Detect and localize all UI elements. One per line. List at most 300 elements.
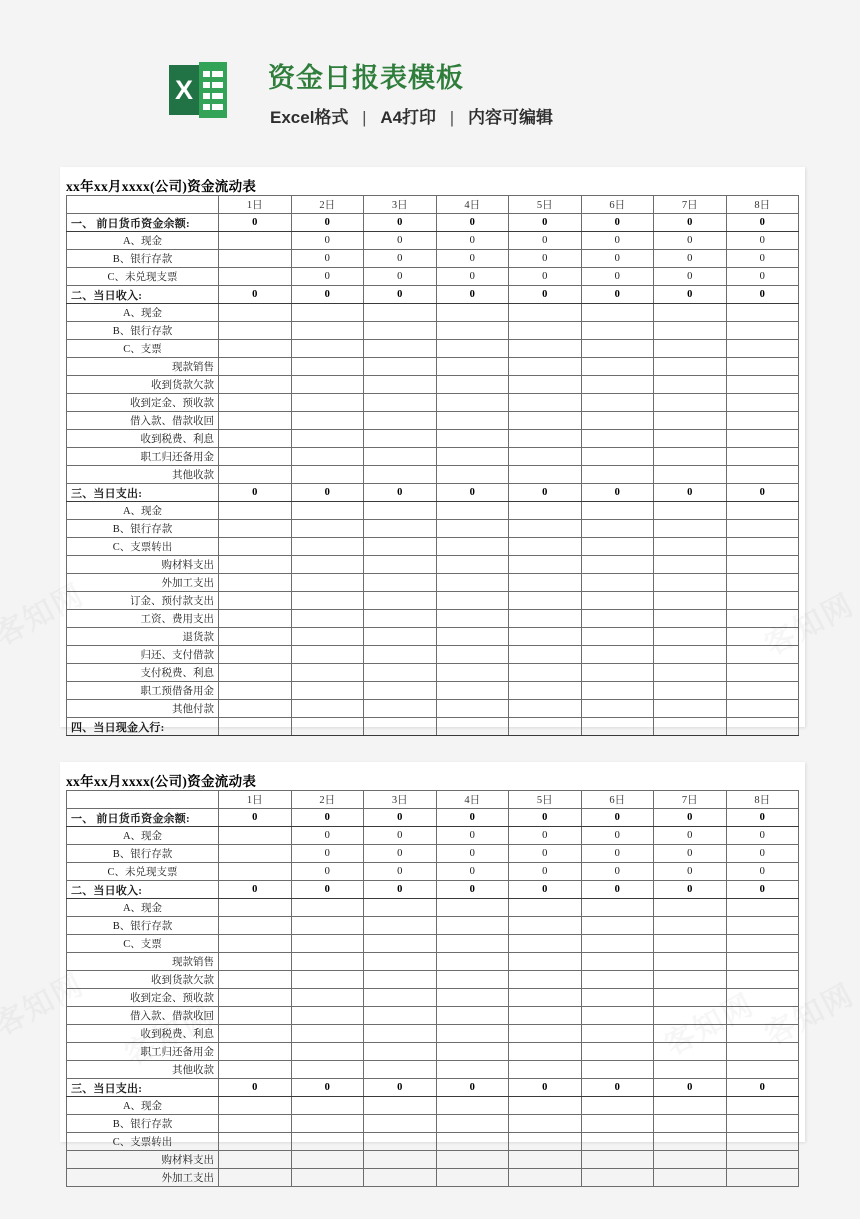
cash-flow-table[interactable] — [66, 790, 799, 1187]
cell-day-8[interactable] — [726, 971, 799, 989]
cell-day-1[interactable]: 0 — [219, 881, 292, 899]
cell-day-1[interactable] — [219, 953, 292, 971]
cell-day-1[interactable] — [219, 1007, 292, 1025]
table-row[interactable] — [67, 358, 799, 376]
cell-day-7[interactable] — [654, 646, 727, 664]
cell-day-8[interactable] — [726, 646, 799, 664]
cell-day-6[interactable] — [581, 971, 654, 989]
cell-day-8[interactable] — [726, 340, 799, 358]
cell-day-6[interactable]: 0 — [581, 286, 654, 304]
cell-day-5[interactable] — [509, 430, 582, 448]
cell-day-3[interactable]: 0 — [364, 286, 437, 304]
cell-day-1[interactable] — [219, 1097, 292, 1115]
cell-day-4[interactable]: 0 — [436, 881, 509, 899]
table-row[interactable] — [67, 304, 799, 322]
cell-day-5[interactable]: 0 — [509, 250, 582, 268]
cell-day-1[interactable] — [219, 1133, 292, 1151]
cell-day-4[interactable] — [436, 1115, 509, 1133]
cell-day-8[interactable]: 0 — [726, 484, 799, 502]
cell-day-2[interactable] — [291, 502, 364, 520]
cell-day-8[interactable] — [726, 917, 799, 935]
cell-day-4[interactable] — [436, 430, 509, 448]
cell-day-4[interactable]: 0 — [436, 250, 509, 268]
cell-day-4[interactable] — [436, 1007, 509, 1025]
cell-day-8[interactable]: 0 — [726, 881, 799, 899]
cell-day-2[interactable]: 0 — [291, 863, 364, 881]
cell-day-3[interactable] — [364, 448, 437, 466]
cell-day-8[interactable] — [726, 1151, 799, 1169]
cell-day-7[interactable] — [654, 610, 727, 628]
cell-day-2[interactable] — [291, 1007, 364, 1025]
cell-day-3[interactable] — [364, 917, 437, 935]
cell-day-3[interactable] — [364, 592, 437, 610]
cell-day-2[interactable] — [291, 358, 364, 376]
table-row[interactable] — [67, 322, 799, 340]
cell-day-1[interactable] — [219, 322, 292, 340]
cell-day-3[interactable]: 0 — [364, 827, 437, 845]
cell-day-6[interactable] — [581, 412, 654, 430]
cell-day-1[interactable]: 0 — [219, 484, 292, 502]
table-row[interactable] — [67, 917, 799, 935]
cell-day-2[interactable] — [291, 520, 364, 538]
cell-day-1[interactable] — [219, 448, 292, 466]
table-row[interactable] — [67, 971, 799, 989]
cell-day-6[interactable]: 0 — [581, 232, 654, 250]
cell-day-6[interactable]: 0 — [581, 214, 654, 232]
cell-day-2[interactable] — [291, 556, 364, 574]
cell-day-3[interactable] — [364, 682, 437, 700]
cell-day-5[interactable]: 0 — [509, 809, 582, 827]
cell-day-4[interactable] — [436, 520, 509, 538]
cell-day-4[interactable]: 0 — [436, 1079, 509, 1097]
cell-day-8[interactable]: 0 — [726, 250, 799, 268]
cell-day-7[interactable] — [654, 899, 727, 917]
table-row[interactable] — [67, 700, 799, 718]
cell-day-8[interactable]: 0 — [726, 214, 799, 232]
cell-day-7[interactable] — [654, 1061, 727, 1079]
cell-day-8[interactable]: 0 — [726, 827, 799, 845]
cell-day-3[interactable] — [364, 556, 437, 574]
cell-day-6[interactable] — [581, 953, 654, 971]
cell-day-1[interactable] — [219, 1025, 292, 1043]
cell-day-6[interactable]: 0 — [581, 1079, 654, 1097]
cell-day-6[interactable] — [581, 538, 654, 556]
cell-day-8[interactable]: 0 — [726, 232, 799, 250]
cell-day-4[interactable] — [436, 358, 509, 376]
cell-day-7[interactable] — [654, 1115, 727, 1133]
cell-day-6[interactable] — [581, 520, 654, 538]
cell-day-4[interactable] — [436, 989, 509, 1007]
cell-day-7[interactable] — [654, 304, 727, 322]
cell-day-8[interactable] — [726, 1097, 799, 1115]
cell-day-7[interactable] — [654, 394, 727, 412]
cell-day-3[interactable] — [364, 466, 437, 484]
cell-day-3[interactable]: 0 — [364, 268, 437, 286]
cell-day-3[interactable]: 0 — [364, 809, 437, 827]
cell-day-2[interactable] — [291, 574, 364, 592]
cell-day-3[interactable] — [364, 935, 437, 953]
cell-day-7[interactable] — [654, 1043, 727, 1061]
cell-day-7[interactable] — [654, 376, 727, 394]
cell-day-3[interactable] — [364, 322, 437, 340]
cell-day-8[interactable] — [726, 376, 799, 394]
cell-day-6[interactable] — [581, 574, 654, 592]
cell-day-4[interactable]: 0 — [436, 232, 509, 250]
cell-day-8[interactable] — [726, 628, 799, 646]
cell-day-4[interactable] — [436, 1169, 509, 1187]
cell-day-2[interactable] — [291, 1169, 364, 1187]
cell-day-3[interactable] — [364, 1061, 437, 1079]
cell-day-5[interactable]: 0 — [509, 232, 582, 250]
table-row[interactable] — [67, 556, 799, 574]
table-row[interactable] — [67, 1133, 799, 1151]
cell-day-2[interactable] — [291, 1061, 364, 1079]
cell-day-7[interactable]: 0 — [654, 232, 727, 250]
cell-day-8[interactable] — [726, 700, 799, 718]
cell-day-7[interactable]: 0 — [654, 286, 727, 304]
cell-day-1[interactable] — [219, 1115, 292, 1133]
cell-day-6[interactable] — [581, 1097, 654, 1115]
cell-day-3[interactable] — [364, 646, 437, 664]
cell-day-2[interactable] — [291, 664, 364, 682]
cell-day-7[interactable] — [654, 448, 727, 466]
cell-day-7[interactable] — [654, 935, 727, 953]
cell-day-5[interactable] — [509, 1133, 582, 1151]
cell-day-4[interactable] — [436, 682, 509, 700]
table-row[interactable] — [67, 809, 799, 827]
cell-day-2[interactable] — [291, 1043, 364, 1061]
table-row[interactable] — [67, 628, 799, 646]
cell-day-7[interactable] — [654, 322, 727, 340]
sheet-preview-page-1[interactable] — [60, 167, 805, 734]
cell-day-7[interactable]: 0 — [654, 1079, 727, 1097]
cell-day-1[interactable] — [219, 989, 292, 1007]
cell-day-5[interactable] — [509, 466, 582, 484]
cell-day-6[interactable] — [581, 394, 654, 412]
cell-day-6[interactable] — [581, 430, 654, 448]
cell-day-5[interactable] — [509, 917, 582, 935]
cell-day-3[interactable] — [364, 610, 437, 628]
cell-day-8[interactable] — [726, 556, 799, 574]
cell-day-1[interactable] — [219, 232, 292, 250]
table-row[interactable] — [67, 1061, 799, 1079]
table-row[interactable] — [67, 845, 799, 863]
cell-day-5[interactable] — [509, 1169, 582, 1187]
cell-day-6[interactable]: 0 — [581, 881, 654, 899]
cell-day-8[interactable] — [726, 682, 799, 700]
cell-day-1[interactable] — [219, 646, 292, 664]
cell-day-8[interactable] — [726, 1043, 799, 1061]
cell-day-6[interactable] — [581, 340, 654, 358]
cell-day-3[interactable] — [364, 340, 437, 358]
cell-day-4[interactable] — [436, 610, 509, 628]
cell-day-5[interactable] — [509, 1007, 582, 1025]
cell-day-2[interactable]: 0 — [291, 827, 364, 845]
cell-day-3[interactable] — [364, 628, 437, 646]
cell-day-1[interactable] — [219, 1151, 292, 1169]
cell-day-5[interactable] — [509, 628, 582, 646]
cell-day-7[interactable] — [654, 917, 727, 935]
cell-day-1[interactable] — [219, 1169, 292, 1187]
cell-day-3[interactable] — [364, 899, 437, 917]
cell-day-4[interactable] — [436, 1133, 509, 1151]
cell-day-8[interactable] — [726, 574, 799, 592]
cell-day-5[interactable]: 0 — [509, 268, 582, 286]
cell-day-6[interactable]: 0 — [581, 268, 654, 286]
cell-day-7[interactable] — [654, 340, 727, 358]
cell-day-2[interactable] — [291, 682, 364, 700]
table-row[interactable] — [67, 1007, 799, 1025]
cell-day-4[interactable] — [436, 646, 509, 664]
cell-day-5[interactable] — [509, 322, 582, 340]
cell-day-2[interactable]: 0 — [291, 286, 364, 304]
cell-day-5[interactable] — [509, 520, 582, 538]
cell-day-8[interactable]: 0 — [726, 268, 799, 286]
cell-day-1[interactable] — [219, 682, 292, 700]
cell-day-5[interactable] — [509, 304, 582, 322]
table-row[interactable] — [67, 574, 799, 592]
cell-day-2[interactable] — [291, 610, 364, 628]
cell-day-8[interactable] — [726, 520, 799, 538]
cell-day-4[interactable] — [436, 935, 509, 953]
table-row[interactable] — [67, 1169, 799, 1187]
cell-day-4[interactable]: 0 — [436, 484, 509, 502]
cell-day-4[interactable] — [436, 340, 509, 358]
cell-day-1[interactable] — [219, 430, 292, 448]
cell-day-5[interactable] — [509, 682, 582, 700]
cell-day-1[interactable] — [219, 592, 292, 610]
cell-day-7[interactable]: 0 — [654, 809, 727, 827]
cell-day-8[interactable] — [726, 430, 799, 448]
cell-day-5[interactable] — [509, 556, 582, 574]
cell-day-8[interactable] — [726, 1133, 799, 1151]
cell-day-4[interactable] — [436, 466, 509, 484]
cell-day-8[interactable] — [726, 304, 799, 322]
table-row[interactable] — [67, 214, 799, 232]
cell-day-3[interactable] — [364, 538, 437, 556]
cell-day-4[interactable] — [436, 1061, 509, 1079]
cell-day-7[interactable] — [654, 1151, 727, 1169]
table-row[interactable] — [67, 538, 799, 556]
cell-day-6[interactable]: 0 — [581, 845, 654, 863]
cell-day-3[interactable]: 0 — [364, 881, 437, 899]
cell-day-2[interactable] — [291, 700, 364, 718]
cell-day-5[interactable]: 0 — [509, 827, 582, 845]
table-row[interactable] — [67, 664, 799, 682]
cell-day-7[interactable] — [654, 1007, 727, 1025]
cell-day-2[interactable]: 0 — [291, 250, 364, 268]
cell-day-1[interactable] — [219, 394, 292, 412]
cell-day-7[interactable] — [654, 430, 727, 448]
cell-day-1[interactable] — [219, 574, 292, 592]
cell-day-7[interactable] — [654, 466, 727, 484]
cell-day-2[interactable] — [291, 1097, 364, 1115]
cell-day-5[interactable] — [509, 1097, 582, 1115]
cell-day-4[interactable] — [436, 592, 509, 610]
cell-day-1[interactable] — [219, 358, 292, 376]
cell-day-2[interactable] — [291, 394, 364, 412]
cell-day-1[interactable] — [219, 628, 292, 646]
cell-day-5[interactable] — [509, 899, 582, 917]
cell-day-8[interactable] — [726, 502, 799, 520]
cell-day-6[interactable] — [581, 664, 654, 682]
cell-day-6[interactable] — [581, 628, 654, 646]
cell-day-2[interactable] — [291, 466, 364, 484]
table-row[interactable] — [67, 520, 799, 538]
table-row[interactable] — [67, 899, 799, 917]
cell-day-6[interactable] — [581, 448, 654, 466]
cell-day-3[interactable] — [364, 412, 437, 430]
cell-day-7[interactable]: 0 — [654, 214, 727, 232]
table-row[interactable] — [67, 394, 799, 412]
cell-day-4[interactable]: 0 — [436, 827, 509, 845]
cell-day-5[interactable] — [509, 700, 582, 718]
cell-day-1[interactable] — [219, 935, 292, 953]
cell-day-5[interactable]: 0 — [509, 286, 582, 304]
cell-day-2[interactable] — [291, 917, 364, 935]
table-row[interactable] — [67, 863, 799, 881]
cell-day-1[interactable] — [219, 412, 292, 430]
cell-day-3[interactable] — [364, 394, 437, 412]
cell-day-7[interactable] — [654, 358, 727, 376]
cell-day-7[interactable] — [654, 971, 727, 989]
cell-day-6[interactable] — [581, 1043, 654, 1061]
cell-day-8[interactable]: 0 — [726, 1079, 799, 1097]
sheet-preview-page-2[interactable] — [60, 762, 805, 1184]
cell-day-5[interactable]: 0 — [509, 881, 582, 899]
cell-day-5[interactable]: 0 — [509, 863, 582, 881]
cell-day-4[interactable] — [436, 899, 509, 917]
cell-day-4[interactable] — [436, 664, 509, 682]
cell-day-4[interactable] — [436, 394, 509, 412]
cell-day-6[interactable] — [581, 1025, 654, 1043]
cell-day-6[interactable]: 0 — [581, 809, 654, 827]
cell-day-6[interactable]: 0 — [581, 863, 654, 881]
cell-day-3[interactable] — [364, 376, 437, 394]
table-row[interactable] — [67, 610, 799, 628]
cell-day-7[interactable] — [654, 520, 727, 538]
table-row[interactable] — [67, 484, 799, 502]
table-row[interactable] — [67, 989, 799, 1007]
cell-day-3[interactable]: 0 — [364, 845, 437, 863]
table-row[interactable] — [67, 1025, 799, 1043]
cell-day-2[interactable] — [291, 646, 364, 664]
cell-day-8[interactable] — [726, 448, 799, 466]
cell-day-6[interactable] — [581, 718, 654, 736]
cell-day-1[interactable] — [219, 556, 292, 574]
cell-day-6[interactable]: 0 — [581, 827, 654, 845]
cell-day-2[interactable] — [291, 430, 364, 448]
cell-day-2[interactable] — [291, 1115, 364, 1133]
cell-day-5[interactable] — [509, 448, 582, 466]
cell-day-7[interactable]: 0 — [654, 268, 727, 286]
cell-day-2[interactable]: 0 — [291, 1079, 364, 1097]
table-row[interactable] — [67, 502, 799, 520]
cell-day-2[interactable] — [291, 1151, 364, 1169]
cell-day-3[interactable] — [364, 520, 437, 538]
cell-day-4[interactable] — [436, 917, 509, 935]
cell-day-6[interactable] — [581, 682, 654, 700]
cell-day-5[interactable] — [509, 1115, 582, 1133]
table-row[interactable] — [67, 430, 799, 448]
table-row[interactable] — [67, 881, 799, 899]
cell-day-5[interactable] — [509, 1151, 582, 1169]
cell-day-1[interactable] — [219, 863, 292, 881]
cell-day-4[interactable] — [436, 971, 509, 989]
cell-day-5[interactable]: 0 — [509, 214, 582, 232]
cell-day-3[interactable] — [364, 1007, 437, 1025]
cell-day-4[interactable]: 0 — [436, 286, 509, 304]
cell-day-7[interactable] — [654, 628, 727, 646]
table-row[interactable] — [67, 448, 799, 466]
cell-day-1[interactable] — [219, 538, 292, 556]
cell-day-1[interactable]: 0 — [219, 214, 292, 232]
cell-day-3[interactable] — [364, 430, 437, 448]
cell-day-5[interactable] — [509, 538, 582, 556]
cell-day-3[interactable]: 0 — [364, 214, 437, 232]
cell-day-4[interactable] — [436, 718, 509, 736]
cell-day-6[interactable] — [581, 592, 654, 610]
cell-day-7[interactable] — [654, 592, 727, 610]
cell-day-7[interactable] — [654, 718, 727, 736]
cell-day-1[interactable] — [219, 268, 292, 286]
cell-day-3[interactable]: 0 — [364, 1079, 437, 1097]
cell-day-8[interactable] — [726, 538, 799, 556]
cell-day-4[interactable] — [436, 953, 509, 971]
cell-day-3[interactable] — [364, 1169, 437, 1187]
cell-day-5[interactable] — [509, 718, 582, 736]
cell-day-8[interactable] — [726, 953, 799, 971]
cell-day-2[interactable] — [291, 412, 364, 430]
cell-day-1[interactable] — [219, 520, 292, 538]
cell-day-1[interactable] — [219, 304, 292, 322]
cell-day-7[interactable] — [654, 1097, 727, 1115]
cell-day-6[interactable] — [581, 1169, 654, 1187]
cell-day-7[interactable] — [654, 538, 727, 556]
cell-day-8[interactable] — [726, 899, 799, 917]
cell-day-6[interactable] — [581, 700, 654, 718]
cell-day-8[interactable] — [726, 1007, 799, 1025]
cell-day-2[interactable] — [291, 376, 364, 394]
table-row[interactable] — [67, 250, 799, 268]
cell-day-6[interactable] — [581, 935, 654, 953]
cash-flow-table[interactable] — [66, 195, 799, 736]
cell-day-2[interactable]: 0 — [291, 232, 364, 250]
cell-day-8[interactable] — [726, 1025, 799, 1043]
cell-day-1[interactable]: 0 — [219, 1079, 292, 1097]
cell-day-6[interactable] — [581, 556, 654, 574]
cell-day-8[interactable] — [726, 610, 799, 628]
cell-day-4[interactable] — [436, 304, 509, 322]
cell-day-1[interactable] — [219, 700, 292, 718]
cell-day-1[interactable] — [219, 340, 292, 358]
cell-day-8[interactable] — [726, 1169, 799, 1187]
table-row[interactable] — [67, 466, 799, 484]
table-row[interactable] — [67, 827, 799, 845]
cell-day-2[interactable] — [291, 592, 364, 610]
cell-day-5[interactable] — [509, 340, 582, 358]
cell-day-3[interactable] — [364, 700, 437, 718]
cell-day-1[interactable] — [219, 376, 292, 394]
cell-day-7[interactable] — [654, 953, 727, 971]
cell-day-7[interactable] — [654, 664, 727, 682]
cell-day-3[interactable]: 0 — [364, 232, 437, 250]
cell-day-4[interactable] — [436, 556, 509, 574]
cell-day-4[interactable]: 0 — [436, 214, 509, 232]
cell-day-8[interactable]: 0 — [726, 286, 799, 304]
cell-day-1[interactable] — [219, 466, 292, 484]
cell-day-8[interactable] — [726, 1115, 799, 1133]
